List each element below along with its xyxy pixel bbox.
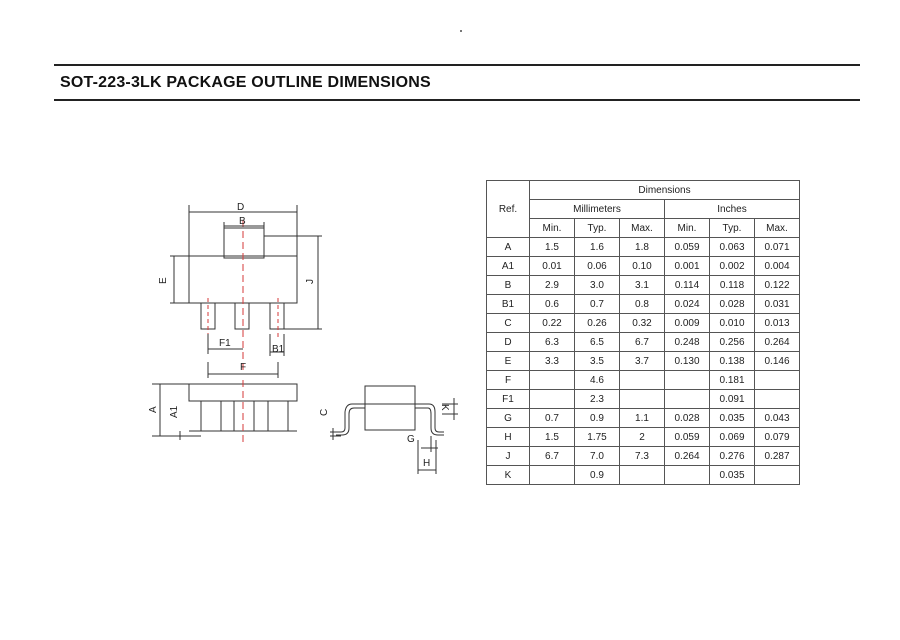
dimensions-header: Dimensions xyxy=(530,181,800,200)
value-cell: 0.287 xyxy=(755,447,800,466)
value-cell: 7.3 xyxy=(620,447,665,466)
label-a1: A1 xyxy=(169,405,180,418)
ref-cell: K xyxy=(487,466,530,485)
ref-cell: A1 xyxy=(487,257,530,276)
ref-cell: G xyxy=(487,409,530,428)
top-view xyxy=(158,202,322,378)
ref-cell: C xyxy=(487,314,530,333)
dimensions-table xyxy=(486,180,800,485)
sub-header-mm-min: Min. xyxy=(530,219,575,238)
value-cell: 2 xyxy=(620,428,665,447)
value-cell: 0.091 xyxy=(710,390,755,409)
table-row xyxy=(487,409,800,428)
table-row xyxy=(487,447,800,466)
label-b: B xyxy=(239,216,246,227)
page-title: SOT-223-3LK PACKAGE OUTLINE DIMENSIONS xyxy=(60,74,431,91)
value-cell xyxy=(665,466,710,485)
value-cell: 0.069 xyxy=(710,428,755,447)
value-cell: 0.264 xyxy=(755,333,800,352)
value-cell: 0.035 xyxy=(710,466,755,485)
table-row xyxy=(487,352,800,371)
ref-cell: F xyxy=(487,371,530,390)
label-c: C xyxy=(319,408,330,416)
value-cell xyxy=(620,371,665,390)
table-row xyxy=(487,238,800,257)
sub-header-mm-typ: Typ. xyxy=(575,219,620,238)
value-cell: 4.6 xyxy=(575,371,620,390)
value-cell xyxy=(530,390,575,409)
value-cell: 0.024 xyxy=(665,295,710,314)
value-cell: 2.3 xyxy=(575,390,620,409)
table-row xyxy=(487,390,800,409)
dimensions-table-body xyxy=(487,238,800,485)
value-cell: 0.010 xyxy=(710,314,755,333)
label-g: G xyxy=(407,434,415,445)
value-cell: 0.146 xyxy=(755,352,800,371)
label-f1: F1 xyxy=(219,338,231,349)
value-cell: 0.035 xyxy=(710,409,755,428)
ref-cell: B xyxy=(487,276,530,295)
value-cell: 0.004 xyxy=(755,257,800,276)
table-row xyxy=(487,257,800,276)
value-cell: 0.009 xyxy=(665,314,710,333)
sub-header-in-typ: Typ. xyxy=(710,219,755,238)
sub-header-in-min: Min. xyxy=(665,219,710,238)
value-cell: 0.9 xyxy=(575,409,620,428)
table-row xyxy=(487,371,800,390)
value-cell: 6.7 xyxy=(620,333,665,352)
table-row xyxy=(487,466,800,485)
ref-cell: J xyxy=(487,447,530,466)
value-cell: 0.002 xyxy=(710,257,755,276)
value-cell: 0.028 xyxy=(710,295,755,314)
value-cell: 0.01 xyxy=(530,257,575,276)
tab xyxy=(224,228,264,258)
ref-cell: F1 xyxy=(487,390,530,409)
table-row xyxy=(487,276,800,295)
front-view xyxy=(148,380,297,446)
value-cell: 0.001 xyxy=(665,257,710,276)
inches-header: Inches xyxy=(665,200,800,219)
front-lead-2 xyxy=(234,401,254,431)
value-cell: 6.5 xyxy=(575,333,620,352)
ref-header: Ref. xyxy=(487,181,530,238)
side-view xyxy=(319,386,458,474)
label-h: H xyxy=(423,458,431,469)
ref-cell: E xyxy=(487,352,530,371)
ref-cell: A xyxy=(487,238,530,257)
value-cell: 1.5 xyxy=(530,238,575,257)
value-cell: 0.071 xyxy=(755,238,800,257)
value-cell: 3.5 xyxy=(575,352,620,371)
value-cell: 0.22 xyxy=(530,314,575,333)
table-row xyxy=(487,295,800,314)
label-e: E xyxy=(158,277,169,284)
front-lead-3 xyxy=(268,401,288,431)
front-lead-1 xyxy=(201,401,221,431)
label-f: F xyxy=(240,362,247,373)
value-cell: 0.181 xyxy=(710,371,755,390)
value-cell: 0.059 xyxy=(665,428,710,447)
value-cell: 0.264 xyxy=(665,447,710,466)
value-cell: 0.10 xyxy=(620,257,665,276)
value-cell: 0.028 xyxy=(665,409,710,428)
side-lead-right-inner xyxy=(415,408,444,435)
value-cell xyxy=(665,371,710,390)
ref-cell: B1 xyxy=(487,295,530,314)
label-j: J xyxy=(305,279,316,284)
label-k: K xyxy=(439,404,450,411)
value-cell: 0.8 xyxy=(620,295,665,314)
value-cell: 0.059 xyxy=(665,238,710,257)
label-b1: B1 xyxy=(272,344,285,355)
sub-header-in-max: Max. xyxy=(755,219,800,238)
value-cell: 0.276 xyxy=(710,447,755,466)
value-cell: 0.043 xyxy=(755,409,800,428)
side-lead-left-inner xyxy=(336,408,365,435)
value-cell: 3.7 xyxy=(620,352,665,371)
value-cell: 0.118 xyxy=(710,276,755,295)
value-cell xyxy=(755,390,800,409)
value-cell: 0.7 xyxy=(575,295,620,314)
value-cell: 0.031 xyxy=(755,295,800,314)
value-cell: 1.75 xyxy=(575,428,620,447)
value-cell: 0.138 xyxy=(710,352,755,371)
value-cell: 1.1 xyxy=(620,409,665,428)
value-cell: 1.5 xyxy=(530,428,575,447)
value-cell: 0.063 xyxy=(710,238,755,257)
value-cell: 6.3 xyxy=(530,333,575,352)
value-cell: 0.6 xyxy=(530,295,575,314)
value-cell xyxy=(665,390,710,409)
side-body xyxy=(365,386,415,430)
value-cell: 0.7 xyxy=(530,409,575,428)
value-cell: 1.8 xyxy=(620,238,665,257)
value-cell: 0.256 xyxy=(710,333,755,352)
value-cell: 0.114 xyxy=(665,276,710,295)
value-cell xyxy=(755,466,800,485)
label-d: D xyxy=(237,202,245,213)
value-cell xyxy=(620,466,665,485)
value-cell xyxy=(530,466,575,485)
value-cell: 0.122 xyxy=(755,276,800,295)
value-cell: 0.06 xyxy=(575,257,620,276)
value-cell: 6.7 xyxy=(530,447,575,466)
table-row xyxy=(487,333,800,352)
value-cell: 0.32 xyxy=(620,314,665,333)
value-cell: 3.3 xyxy=(530,352,575,371)
value-cell: 0.26 xyxy=(575,314,620,333)
sub-header-mm-max: Max. xyxy=(620,219,665,238)
value-cell: 1.6 xyxy=(575,238,620,257)
ref-cell: D xyxy=(487,333,530,352)
table-row xyxy=(487,314,800,333)
lead-3 xyxy=(270,303,284,329)
value-cell: 2.9 xyxy=(530,276,575,295)
table-row xyxy=(487,428,800,447)
value-cell: 0.9 xyxy=(575,466,620,485)
value-cell: 0.130 xyxy=(665,352,710,371)
value-cell: 0.248 xyxy=(665,333,710,352)
value-cell: 3.0 xyxy=(575,276,620,295)
value-cell: 3.1 xyxy=(620,276,665,295)
lead-2 xyxy=(235,303,249,329)
value-cell: 7.0 xyxy=(575,447,620,466)
value-cell xyxy=(755,371,800,390)
value-cell: 0.079 xyxy=(755,428,800,447)
label-a: A xyxy=(148,406,159,413)
millimeters-header: Millimeters xyxy=(530,200,665,219)
value-cell xyxy=(530,371,575,390)
value-cell: 0.013 xyxy=(755,314,800,333)
value-cell xyxy=(620,390,665,409)
ref-cell: H xyxy=(487,428,530,447)
